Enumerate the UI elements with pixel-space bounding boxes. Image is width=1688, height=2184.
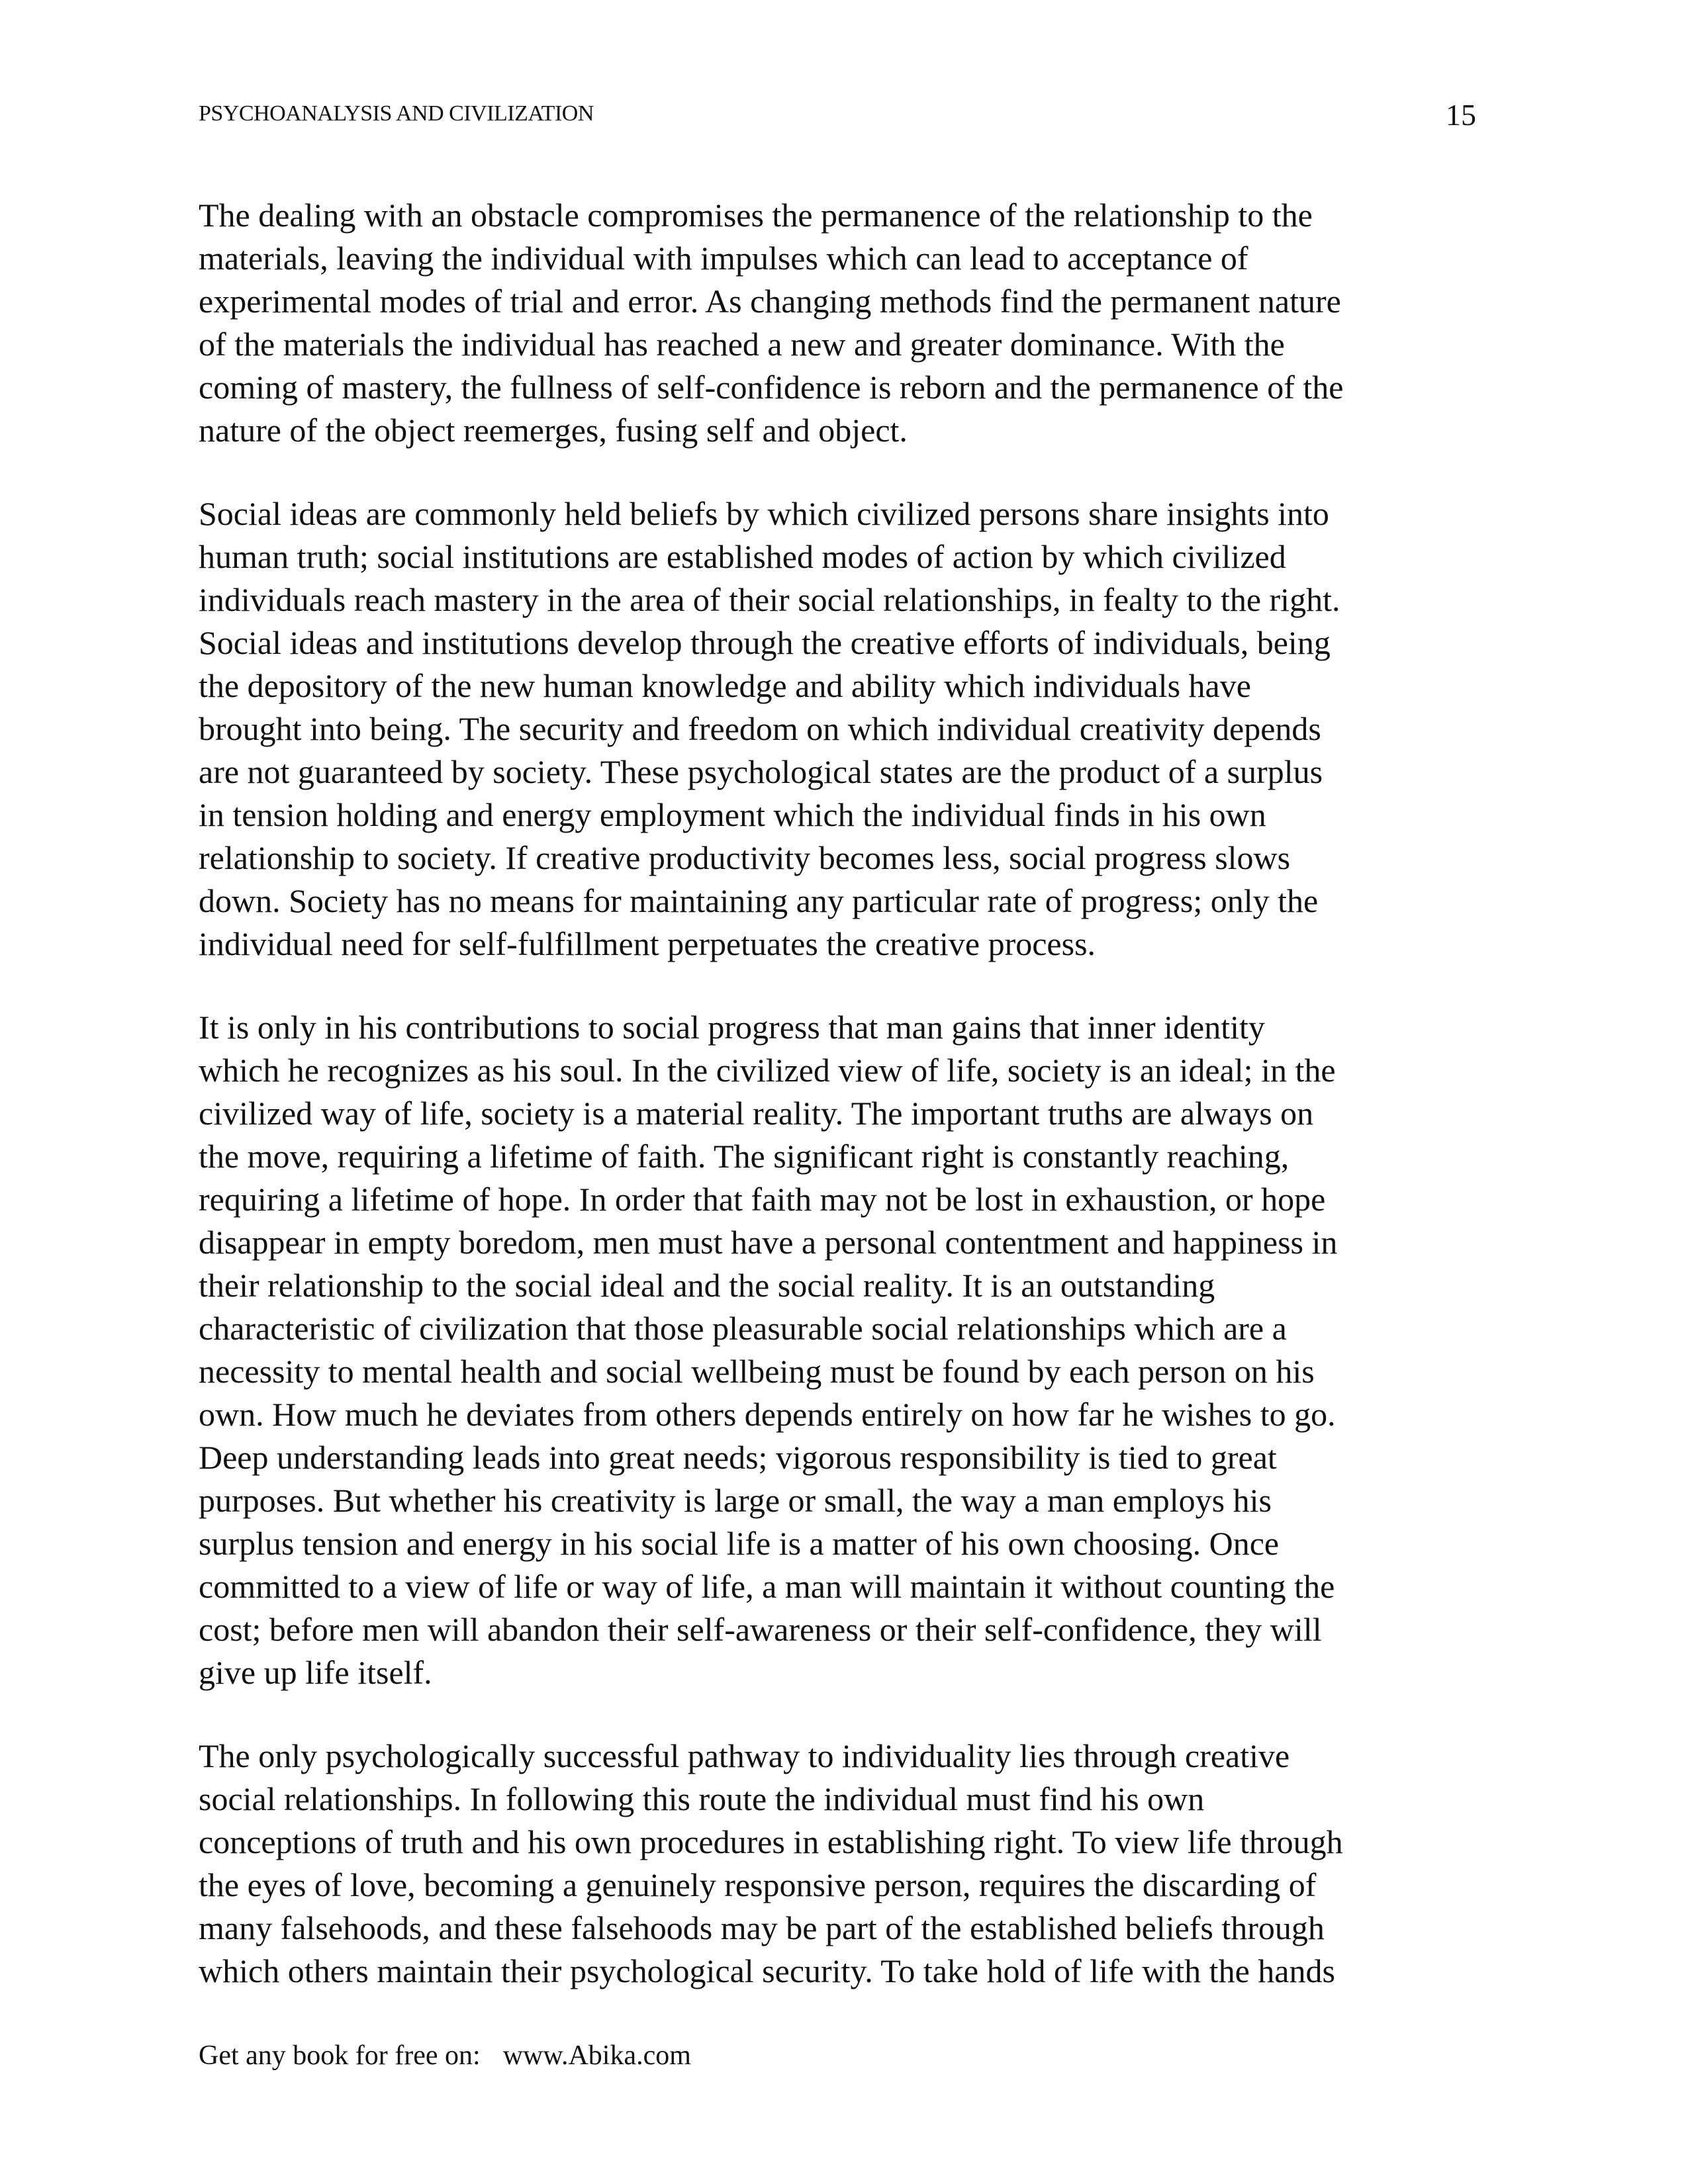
text-line: Social ideas and institutions develop through the creative efforts of individuals, being xyxy=(199,624,1331,661)
text-line: It is only in his contributions to social progress that man gains that inner identity xyxy=(199,1009,1265,1046)
text-line: characteristic of civilization that those pleasurable social relationships which are a xyxy=(199,1310,1287,1347)
footer-text: Get any book for free on: xyxy=(199,2040,481,2071)
footer-link[interactable]: www.Abika.com xyxy=(502,2040,691,2071)
text-line: human truth; social institutions are established modes of action by which civilized xyxy=(199,538,1286,575)
text-line: give up life itself. xyxy=(199,1654,432,1691)
paragraph xyxy=(199,492,1486,966)
text-line: the eyes of love, becoming a genuinely responsive person, requires the discarding of xyxy=(199,1866,1317,1903)
paragraph xyxy=(199,194,1486,452)
text-line: coming of mastery, the fullness of self-confidence is reborn and the permanence of the xyxy=(199,369,1344,406)
running-header xyxy=(199,99,1489,139)
text-line: in tension holding and energy employment which the individual finds in his own xyxy=(199,796,1266,833)
text-line: conceptions of truth and his own procedures in establishing right. To view life through xyxy=(199,1823,1343,1860)
page-number: 15 xyxy=(1446,98,1476,132)
text-line: civilized way of life, society is a material reality. The important truths are always on xyxy=(199,1095,1314,1132)
text-line: materials, leaving the individual with impulses which can lead to acceptance of xyxy=(199,240,1248,277)
text-line: their relationship to the social ideal and the social reality. It is an outstanding xyxy=(199,1267,1215,1304)
text-line: requiring a lifetime of hope. In order that faith may not be lost in exhaustion, or hope xyxy=(199,1181,1326,1218)
text-line: the move, requiring a lifetime of faith. The significant right is constantly reaching, xyxy=(199,1138,1289,1175)
text-line: committed to a view of life or way of life, a man will maintain it without counting the xyxy=(199,1568,1335,1605)
text-line: disappear in empty boredom, men must have a personal contentment and happiness in xyxy=(199,1224,1338,1261)
text-line: own. How much he deviates from others depends entirely on how far he wishes to go. xyxy=(199,1396,1336,1433)
text-line: which he recognizes as his soul. In the civilized view of life, society is an ideal; in the xyxy=(199,1052,1336,1089)
footer xyxy=(199,2038,691,2073)
text-line: brought into being. The security and freedom on which individual creativity depends xyxy=(199,710,1321,747)
text-line: many falsehoods, and these falsehoods may be part of the established beliefs through xyxy=(199,1909,1325,1946)
text-line: Social ideas are commonly held beliefs by which civilized persons share insights into xyxy=(199,495,1329,532)
paragraph xyxy=(199,1735,1486,1993)
text-line: cost; before men will abandon their self-awareness or their self-confidence, they will xyxy=(199,1611,1322,1648)
text-line: individual need for self-fulfillment perpetuates the creative process. xyxy=(199,925,1096,962)
text-line: Deep understanding leads into great needs; vigorous responsibility is tied to great xyxy=(199,1439,1277,1476)
text-line: of the materials the individual has reached a new and greater dominance. With the xyxy=(199,326,1285,363)
text-line: relationship to society. If creative productivity becomes less, social progress slows xyxy=(199,839,1291,876)
text-line: social relationships. In following this route the individual must find his own xyxy=(199,1780,1205,1817)
text-line: down. Society has no means for maintaining any particular rate of progress; only the xyxy=(199,882,1319,919)
text-line: the depository of the new human knowledge and ability which individuals have xyxy=(199,667,1251,704)
text-line: which others maintain their psychological security. To take hold of life with the hands xyxy=(199,1952,1335,1989)
text-line: are not guaranteed by society. These psychological states are the product of a surplus xyxy=(199,753,1323,790)
text-line: The only psychologically successful pathway to individuality lies through creative xyxy=(199,1737,1290,1774)
text-line: surplus tension and energy in his social life is a matter of his own choosing. Once xyxy=(199,1525,1280,1562)
body-text xyxy=(199,194,1486,2033)
text-line: purposes. But whether his creativity is large or small, the way a man employs his xyxy=(199,1482,1272,1519)
text-line: experimental modes of trial and error. As changing methods find the permanent nature xyxy=(199,283,1341,320)
text-line: necessity to mental health and social wellbeing must be found by each person on his xyxy=(199,1353,1315,1390)
paragraph xyxy=(199,1006,1486,1694)
running-title: PSYCHOANALYSIS AND CIVILIZATION xyxy=(199,101,594,126)
text-line: nature of the object reemerges, fusing self and object. xyxy=(199,412,908,449)
text-line: The dealing with an obstacle compromises the permanence of the relationship to the xyxy=(199,197,1313,234)
text-line: individuals reach mastery in the area of their social relationships, in fealty to the right. xyxy=(199,581,1340,618)
